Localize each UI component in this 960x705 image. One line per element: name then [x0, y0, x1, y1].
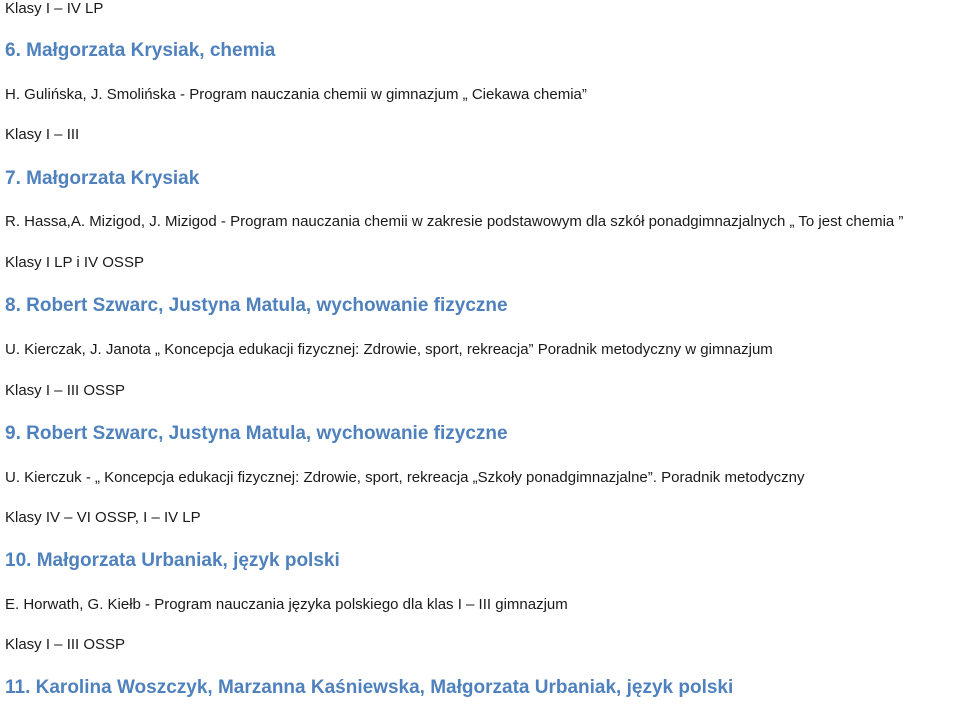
- section-heading: 6. Małgorzata Krysiak, chemia: [5, 40, 276, 61]
- class-range-line: Klasy I – IV LP: [5, 0, 104, 17]
- class-range-line: Klasy I – III: [5, 126, 80, 143]
- program-line: R. Hassa,A. Mizigod, J. Mizigod - Program nauczania chemii w zakresie podstawowym dla szkół ponadgimnazjalnych „ To jest chemia ”: [5, 213, 904, 230]
- section-heading: 8. Robert Szwarc, Justyna Matula, wychowanie fizyczne: [5, 295, 508, 316]
- section-heading: 10. Małgorzata Urbaniak, język polski: [5, 550, 340, 571]
- section-heading: 7. Małgorzata Krysiak: [5, 168, 200, 189]
- program-line: U. Kierczak, J. Janota „ Koncepcja edukacji fizycznej: Zdrowie, sport, rekreacja” Poradnik metodyczny w gimnazjum: [5, 341, 773, 358]
- class-range-line: Klasy I – III OSSP: [5, 636, 126, 653]
- class-range-line: Klasy IV – VI OSSP, I – IV LP: [5, 509, 201, 526]
- program-line: U. Kierczuk - „ Koncepcja edukacji fizycznej: Zdrowie, sport, rekreacja „Szkoły ponadgimnazjalne”. Poradnik metodyczny: [5, 469, 805, 486]
- program-line: H. Gulińska, J. Smolińska - Program nauczania chemii w gimnazjum „ Ciekawa chemia”: [5, 86, 587, 103]
- class-range-line: Klasy I – III OSSP: [5, 382, 126, 399]
- program-line: E. Horwath, G. Kiełb - Program nauczania języka polskiego dla klas I – III gimnazjum: [5, 596, 568, 613]
- class-range-line: Klasy I LP i IV OSSP: [5, 254, 144, 271]
- section-heading: 11. Karolina Woszczyk, Marzanna Kaśniewska, Małgorzata Urbaniak, język polski: [5, 677, 734, 698]
- section-heading: 9. Robert Szwarc, Justyna Matula, wychowanie fizyczne: [5, 423, 508, 444]
